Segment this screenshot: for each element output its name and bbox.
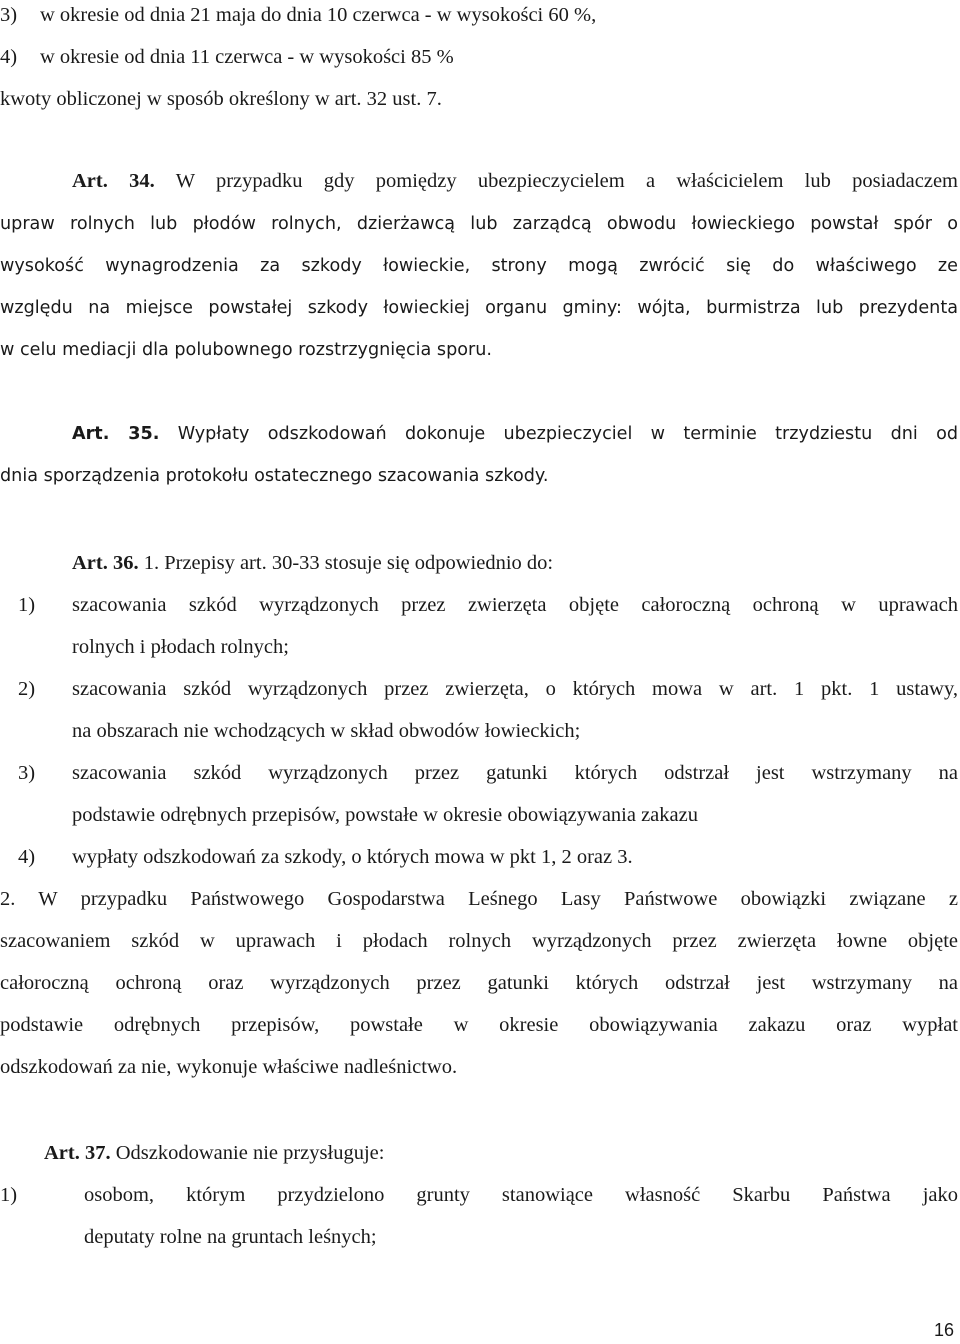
art36-para2-line-2: szacowaniem szkód w uprawach i płodach rolnych wyrządzonych przez zwierzęta łowne objęte [0, 930, 958, 952]
article-heading: Art. 35. [72, 424, 160, 444]
list-number: 4) [0, 46, 18, 68]
list-item-text: wypłaty odszkodowań za szkody, o których mowa w pkt 1, 2 oraz 3. [72, 846, 633, 868]
list-item-text: szacowania szkód wyrządzonych przez zwierzęta, o których mowa w art. 1 pkt. 1 ustawy, [72, 678, 958, 700]
art36-para2-line-4: podstawie odrębnych przepisów, powstałe w okresie obowiązywania zakazu oraz wypłat [0, 1014, 958, 1036]
list-number: 3) [18, 762, 36, 784]
art34-line-3: wysokość wynagrodzenia za szkody łowieckie, strony mogą zwrócić się do właściwego ze [0, 256, 958, 276]
article-heading: Art. 36. [72, 552, 139, 574]
list-item-text: deputaty rolne na gruntach leśnych; [84, 1226, 377, 1248]
art36-para2-line-3: całoroczną ochroną oraz wyrządzonych przez gatunki których odstrzał jest wstrzymany na [0, 972, 958, 994]
list-item-text: w okresie od dnia 11 czerwca - w wysokości 85 % [40, 46, 454, 68]
article-heading: Art. 34. [72, 170, 155, 192]
art34-line-1: Art. 34. W przypadku gdy pomiędzy ubezpieczycielem a właścicielem lub posiadaczem [72, 170, 959, 192]
art34-line-4: względu na miejsce powstałej szkody łowieckiej organu gminy: wójta, burmistrza lub prezydenta [0, 298, 958, 318]
art36-intro: Art. 36. 1. Przepisy art. 30-33 stosuje się odpowiednio do: [72, 552, 554, 574]
art35-line-2: dnia sporządzenia protokołu ostatecznego szacowania szkody. [0, 466, 549, 486]
list-item-text: rolnych i płodach rolnych; [72, 636, 289, 658]
list-number: 4) [18, 846, 36, 868]
list-item-text: podstawie odrębnych przepisów, powstałe w okresie obowiązywania zakazu [72, 804, 698, 826]
list-number: 3) [0, 4, 18, 26]
list-item-text: osobom, którym przydzielono grunty stanowiące własność Skarbu Państwa jako [84, 1184, 958, 1206]
art34-line-5: w celu mediacji dla polubownego rozstrzygnięcia sporu. [0, 340, 493, 360]
list-item-text: w okresie od dnia 21 maja do dnia 10 czerwca - w wysokości 60 %, [40, 4, 597, 26]
art35-line-1: Art. 35. Wypłaty odszkodowań dokonuje ubezpieczyciel w terminie trzydziestu dni od [72, 424, 958, 444]
paragraph-line: kwoty obliczonej w sposób określony w art. 32 ust. 7. [0, 88, 442, 110]
art36-para2-line-1: 2. W przypadku Państwowego Gospodarstwa Leśnego Lasy Państwowe obowiązki związane z [0, 888, 958, 910]
list-number: 1) [18, 594, 36, 616]
list-item-text: szacowania szkód wyrządzonych przez zwierzęta objęte całoroczną ochroną w uprawach [72, 594, 958, 616]
article-heading: Art. 37. [44, 1142, 111, 1164]
list-item-text: na obszarach nie wchodzących w skład obwodów łowieckich; [72, 720, 581, 742]
list-number: 1) [0, 1184, 18, 1206]
page-number: 16 [933, 1320, 954, 1340]
list-item-text: szacowania szkód wyrządzonych przez gatunki których odstrzał jest wstrzymany na [72, 762, 958, 784]
art36-para2-line-5: odszkodowań za nie, wykonuje właściwe nadleśnictwo. [0, 1056, 458, 1078]
art37-intro: Art. 37. Odszkodowanie nie przysługuje: [44, 1142, 385, 1164]
art34-line-2: upraw rolnych lub płodów rolnych, dzierżawcą lub zarządcą obwodu łowieckiego powstał spór o [0, 214, 958, 234]
list-number: 2) [18, 678, 36, 700]
